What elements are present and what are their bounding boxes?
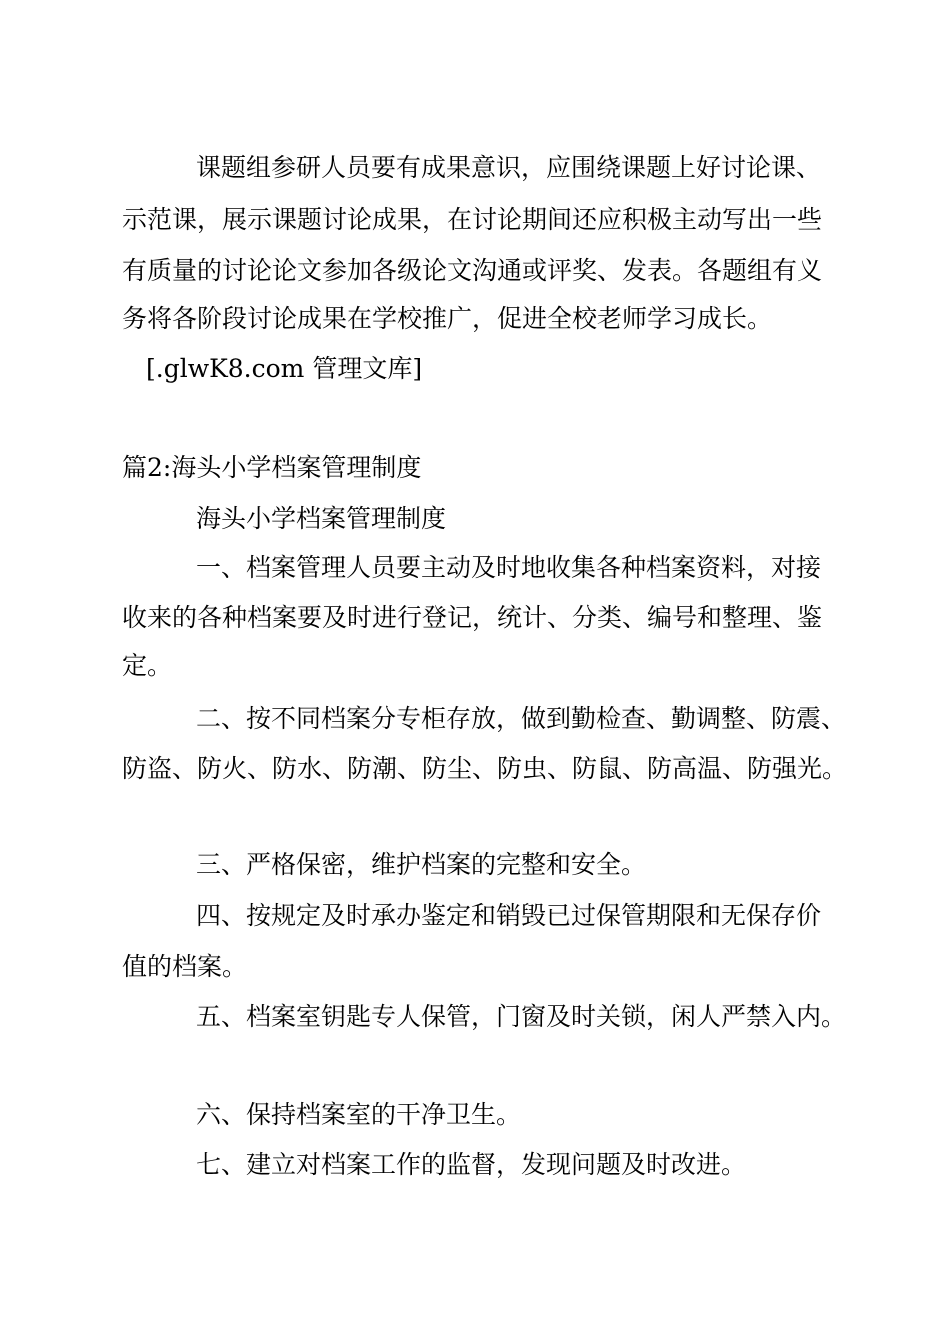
- source-note: [.glwK8.com 管理文库]: [146, 354, 423, 383]
- rule-item-4-line: 四、按规定及时承办鉴定和销毁已过保管期限和无保存价: [196, 901, 822, 930]
- rule-item-1-line: 收来的各种档案要及时进行登记，统计、分类、编号和整理、鉴: [122, 603, 823, 632]
- document-title: 海头小学档案管理制度: [196, 504, 447, 533]
- section-heading: 篇2:海头小学档案管理制度: [122, 453, 422, 482]
- rule-item-5-line: 五、档案室钥匙专人保管，门窗及时关锁，闲人严禁入内。: [196, 1002, 847, 1031]
- rule-item-3-line: 三、严格保密，维护档案的完整和安全。: [196, 850, 647, 879]
- rule-item-4-line: 值的档案。: [122, 952, 248, 981]
- rule-item-1-line: 定。: [122, 651, 173, 680]
- rule-item-2-line: 防盗、防火、防水、防潮、防尘、防虫、防鼠、防高温、防强光。: [122, 754, 848, 783]
- paragraph-line: 有质量的讨论论文参加各级论文沟通或评奖、发表。各题组有义: [122, 256, 823, 285]
- paragraph-line: 课题组参研人员要有成果意识，应围绕课题上好讨论课、: [196, 153, 822, 182]
- rule-item-2-line: 二、按不同档案分专柜存放，做到勤检查、勤调整、防震、: [196, 704, 847, 733]
- paragraph-line: 务将各阶段讨论成果在学校推广，促进全校老师学习成长。: [122, 304, 773, 333]
- rule-item-7-line: 七、建立对档案工作的监督，发现问题及时改进。: [196, 1150, 747, 1179]
- paragraph-line: 示范课，展示课题讨论成果，在讨论期间还应积极主动写出一些: [122, 205, 823, 234]
- rule-item-1-line: 一、档案管理人员要主动及时地收集各种档案资料，对接: [196, 553, 822, 582]
- rule-item-6-line: 六、保持档案室的干净卫生。: [196, 1100, 522, 1129]
